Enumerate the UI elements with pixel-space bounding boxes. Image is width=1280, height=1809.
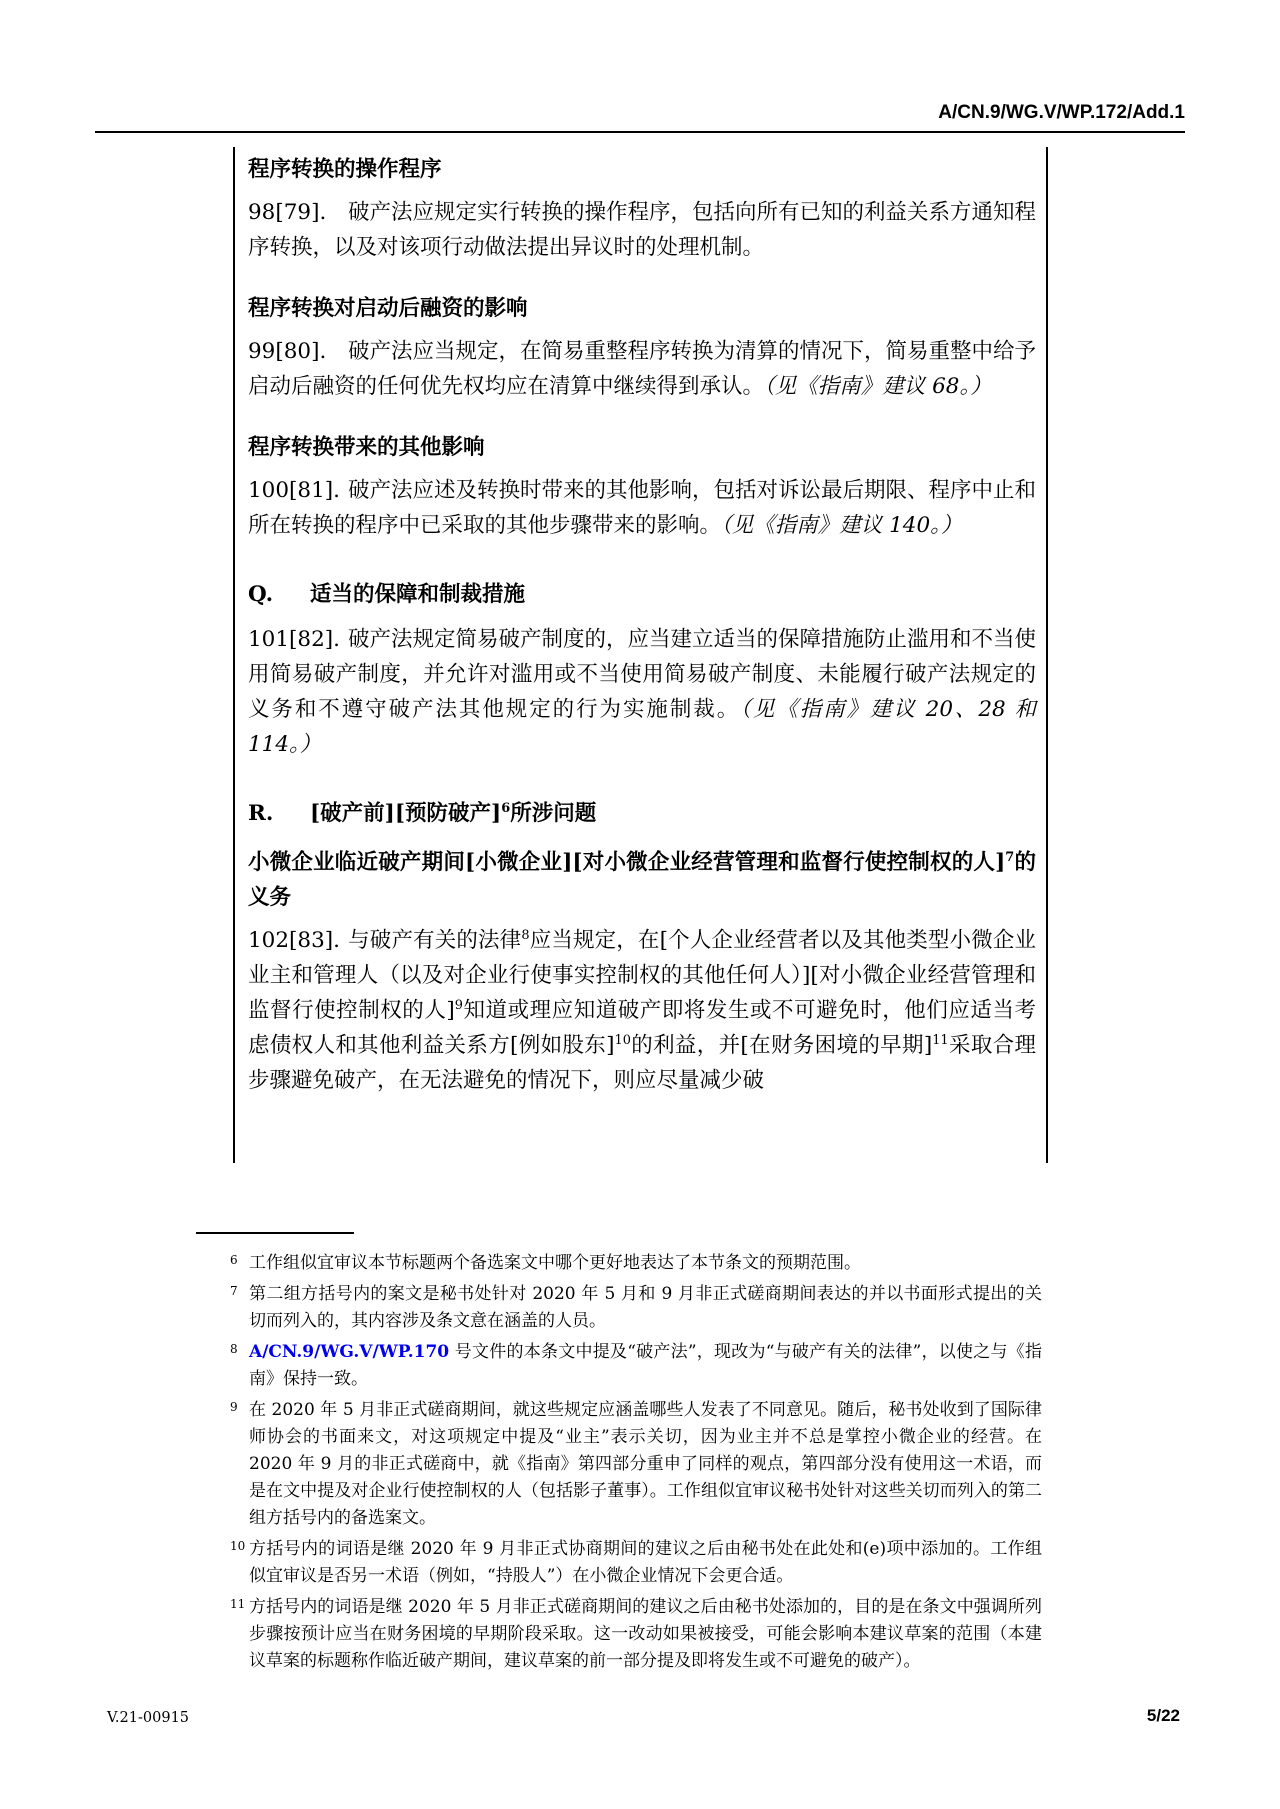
footnote-number: 7 bbox=[230, 1284, 238, 1298]
body-heading: 程序转换对启动后融资的影响 bbox=[248, 296, 528, 321]
footnote-number: 9 bbox=[230, 1400, 238, 1414]
footnote bbox=[230, 1536, 1042, 1590]
revision-change-bar-right bbox=[1046, 147, 1048, 1163]
footer-page-number: 5/22 bbox=[1146, 1706, 1180, 1725]
footnote-text: A/CN.9/WG.V/WP.170 号文件的本条文中提及“破产法”，现改为“与破产有关的法律”，以使之与《指南》保持一致。 bbox=[249, 1342, 1042, 1389]
document-body bbox=[248, 140, 1036, 1098]
guide-reference: （见《指南》建议 68。） bbox=[764, 374, 992, 399]
footnote-text: 方括号内的词语是继 2020 年 5 月非正式磋商期间的建议之后由秘书处添加的，目的是在条文中强调所列步骤按预计应当在财务困境的早期阶段采取。这一改动如果被接受，可能会影响本建议草案的范围（本建议草案的标题称作临近破产期间，建议草案的前一部分提及即将发生或不可避免的破产）。 bbox=[249, 1597, 1042, 1671]
body-heading: 程序转换的操作程序 bbox=[248, 157, 442, 182]
footnote-reference: 10 bbox=[614, 1032, 631, 1048]
footnote-reference: 6 bbox=[501, 800, 511, 816]
footnote-number: 11 bbox=[230, 1597, 246, 1611]
footnote-number: 8 bbox=[230, 1342, 238, 1356]
revision-change-bar-left bbox=[233, 147, 235, 1163]
section-heading bbox=[248, 796, 1036, 831]
section-letter: R. bbox=[248, 801, 274, 826]
footnote-text: 第二组方括号内的案文是秘书处针对 2020 年 5 月和 9 月非正式磋商期间表达的并以书面形式提出的关切而列入的，其内容涉及条文意在涵盖的人员。 bbox=[249, 1284, 1042, 1331]
footnotes-section bbox=[230, 1250, 1042, 1679]
body-paragraph: 100[81]. 破产法应述及转换时带来的其他影响，包括对诉讼最后期限、程序中止和所在转换的程序中已采取的其他步骤带来的影响。（见《指南》建议 140。） bbox=[248, 473, 1036, 543]
section-title: 适当的保障和制裁措施 bbox=[310, 582, 526, 607]
footnote bbox=[230, 1281, 1042, 1335]
footnote-text: 工作组似宜审议本节标题两个备选案文中哪个更好地表达了本节条文的预期范围。 bbox=[249, 1253, 861, 1273]
paragraph-number: 101[82]. bbox=[248, 627, 341, 652]
footnote bbox=[230, 1339, 1042, 1393]
body-paragraph: 101[82]. 破产法规定简易破产制度的，应当建立适当的保障措施防止滥用和不当使用简易破产制度，并允许对滥用或不当使用简易破产制度、未能履行破产法规定的义务和不遵守破产法其他规定的行为实施制裁。（见《指南》建议 20、28 和 114。） bbox=[248, 622, 1036, 762]
footnote-reference: 8 bbox=[521, 927, 530, 943]
paragraph-number: 98[79]. bbox=[248, 200, 327, 225]
body-paragraph: 98[79]. 破产法应规定实行转换的操作程序，包括向所有已知的利益关系方通知程序转换，以及对该项行动做法提出异议时的处理机制。 bbox=[248, 195, 1036, 265]
guide-reference: （见《指南》建议 20、28 和 114。） bbox=[248, 697, 1036, 757]
document-symbol: A/CN.9/WG.V/WP.172/Add.1 bbox=[938, 102, 1185, 123]
body-paragraph: 102[83]. 与破产有关的法律$^8$应当规定，在[个人企业经营者以及其他类型小微企业业主和管理人（以及对企业行使事实控制权的其他任何人）][对小微企业经营管理和监督行使控制权的人]$^9$知道或理应知道破产即将发生或不可避免时，他们应适当考虑债权人和其他利益关系方[例如股东]$^{10}$的利益，并[在财务困境的早期]$^{11}$采取合理步骤避免破产，在无法避免的情况下，则应尽量减少破 bbox=[248, 923, 1036, 1098]
footnote-reference: 7 bbox=[1005, 849, 1015, 865]
body-subheading: 小微企业临近破产期间[小微企业][对小微企业经营管理和监督行使控制权的人]$^7$的义务 bbox=[248, 849, 1036, 910]
footnote-text: 在 2020 年 5 月非正式磋商期间，就这些规定应涵盖哪些人发表了不同意见。随后，秘书处收到了国际律师协会的书面来文，对这项规定中提及“业主”表示关切，因为业主并不总是掌控小微企业的经营。在 2020 年 9 月的非正式磋商中，就《指南》第四部分重申了同样的观点，第四部分没有使用这一术语，而是在文中提及对企业行使控制权的人（包括影子董事）。工作组似宜审议秘书处针对这些关切而列入的第二组方括号内的备选案文。 bbox=[249, 1400, 1042, 1528]
footnote-number: 6 bbox=[230, 1253, 238, 1267]
footnote-reference: 11 bbox=[932, 1032, 949, 1048]
footnote bbox=[230, 1594, 1042, 1675]
footnote bbox=[230, 1397, 1042, 1532]
paragraph-number: 102[83]. bbox=[248, 928, 341, 953]
footer-job-number: V.21-00915 bbox=[107, 1710, 190, 1726]
document-link[interactable]: A/CN.9/WG.V/WP.170 bbox=[249, 1342, 450, 1362]
header-rule bbox=[95, 131, 1185, 133]
paragraph-number: 99[80]. bbox=[248, 339, 327, 364]
paragraph-number: 100[81]. bbox=[248, 478, 341, 503]
body-paragraph: 99[80]. 破产法应当规定，在简易重整程序转换为清算的情况下，简易重整中给予启动后融资的任何优先权均应在清算中继续得到承认。（见《指南》建议 68。） bbox=[248, 334, 1036, 404]
guide-reference: （见《指南》建议 140。） bbox=[721, 513, 963, 538]
footnote-number: 10 bbox=[230, 1539, 246, 1553]
section-letter: Q. bbox=[248, 582, 274, 607]
footnote-separator bbox=[196, 1232, 354, 1234]
footnote bbox=[230, 1250, 1042, 1277]
footnote-reference: 9 bbox=[454, 997, 463, 1013]
section-title: [破产前][预防破产]$^6$所涉问题 bbox=[310, 800, 597, 826]
footnote-text: 方括号内的词语是继 2020 年 9 月非正式协商期间的建议之后由秘书处在此处和(e)项中添加的。工作组似宜审议是否另一术语（例如，“持股人”）在小微企业情况下会更合适。 bbox=[249, 1539, 1042, 1586]
section-heading bbox=[248, 577, 1036, 612]
body-heading: 程序转换带来的其他影响 bbox=[248, 435, 485, 460]
